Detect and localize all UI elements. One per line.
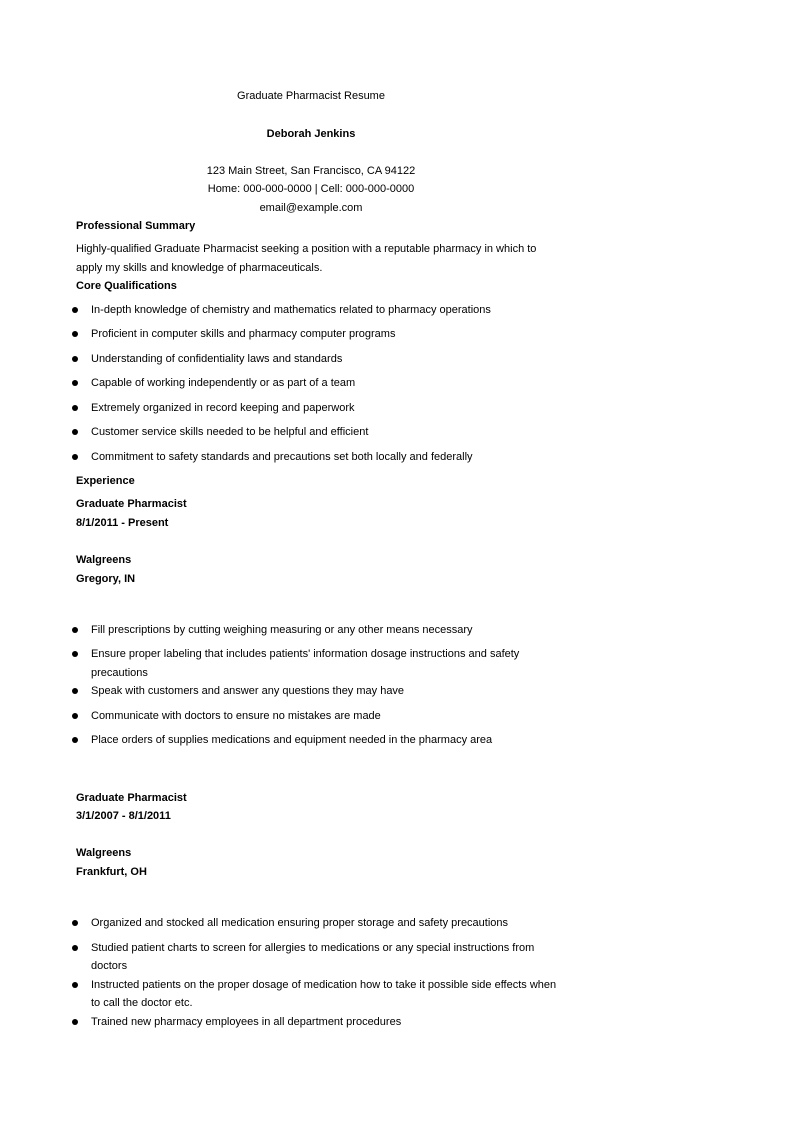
bullet-icon — [72, 982, 78, 988]
qualification-item: Understanding of confidentiality laws and standards — [91, 353, 343, 365]
duty-item: Communicate with doctors to ensure no mistakes are made — [91, 710, 381, 722]
summary-line: Highly-qualified Graduate Pharmacist seeking a position with a reputable pharmacy in which to — [76, 243, 537, 255]
summary-heading: Professional Summary — [76, 220, 196, 232]
duty-item: Ensure proper labeling that includes patients' information dosage instructions and safety — [91, 648, 520, 660]
bullet-icon — [72, 405, 78, 411]
job-company: Walgreens — [76, 554, 132, 566]
qualification-item: Commitment to safety standards and precautions set both locally and federally — [91, 451, 473, 463]
qualification-item: Customer service skills needed to be helpful and efficient — [91, 426, 369, 438]
qualification-item: Proficient in computer skills and pharmacy computer programs — [91, 328, 396, 340]
bullet-icon — [72, 651, 78, 657]
job-title: Graduate Pharmacist — [76, 498, 187, 510]
candidate-name: Deborah Jenkins — [266, 128, 356, 140]
qualifications-heading: Core Qualifications — [76, 280, 177, 292]
experience-heading: Experience — [76, 475, 135, 487]
bullet-icon — [72, 920, 78, 926]
job-dates: 8/1/2011 - Present — [76, 517, 169, 529]
bullet-icon — [72, 356, 78, 362]
duty-item: Instructed patients on the proper dosage of medication how to take it possible side effects when — [91, 979, 557, 991]
summary-line: apply my skills and knowledge of pharmaceuticals. — [76, 262, 323, 274]
phone-line: Home: 000-000-0000 | Cell: 000-000-0000 — [207, 183, 415, 195]
bullet-icon — [72, 737, 78, 743]
duty-item-continued: to call the doctor etc. — [91, 997, 193, 1009]
job-title: Graduate Pharmacist — [76, 792, 187, 804]
qualification-item: In-depth knowledge of chemistry and mathematics related to pharmacy operations — [91, 304, 491, 316]
bullet-icon — [72, 307, 78, 313]
address-line: 123 Main Street, San Francisco, CA 94122 — [206, 165, 416, 177]
bullet-icon — [72, 688, 78, 694]
qualification-item: Extremely organized in record keeping and paperwork — [91, 402, 355, 414]
bullet-icon — [72, 627, 78, 633]
bullet-icon — [72, 1019, 78, 1025]
bullet-icon — [72, 429, 78, 435]
bullet-icon — [72, 713, 78, 719]
email-line: email@example.com — [259, 202, 363, 214]
duty-item-continued: precautions — [91, 667, 148, 679]
duty-item: Fill prescriptions by cutting weighing measuring or any other means necessary — [91, 624, 473, 636]
duty-item: Place orders of supplies medications and equipment needed in the pharmacy area — [91, 734, 493, 746]
job-company: Walgreens — [76, 847, 132, 859]
document-title: Graduate Pharmacist Resume — [237, 90, 385, 102]
duty-item-continued: doctors — [91, 960, 128, 972]
duty-item: Speak with customers and answer any questions they may have — [91, 685, 405, 697]
duty-item: Trained new pharmacy employees in all department procedures — [91, 1016, 402, 1028]
qualification-item: Capable of working independently or as part of a team — [91, 377, 356, 389]
bullet-icon — [72, 331, 78, 337]
job-location: Frankfurt, OH — [76, 866, 147, 878]
bullet-icon — [72, 454, 78, 460]
bullet-icon — [72, 945, 78, 951]
duty-item: Organized and stocked all medication ensuring proper storage and safety precautions — [91, 917, 509, 929]
job-dates: 3/1/2007 - 8/1/2011 — [76, 810, 171, 822]
duty-item: Studied patient charts to screen for allergies to medications or any special instructions from — [91, 942, 535, 954]
bullet-icon — [72, 380, 78, 386]
job-location: Gregory, IN — [76, 573, 136, 585]
